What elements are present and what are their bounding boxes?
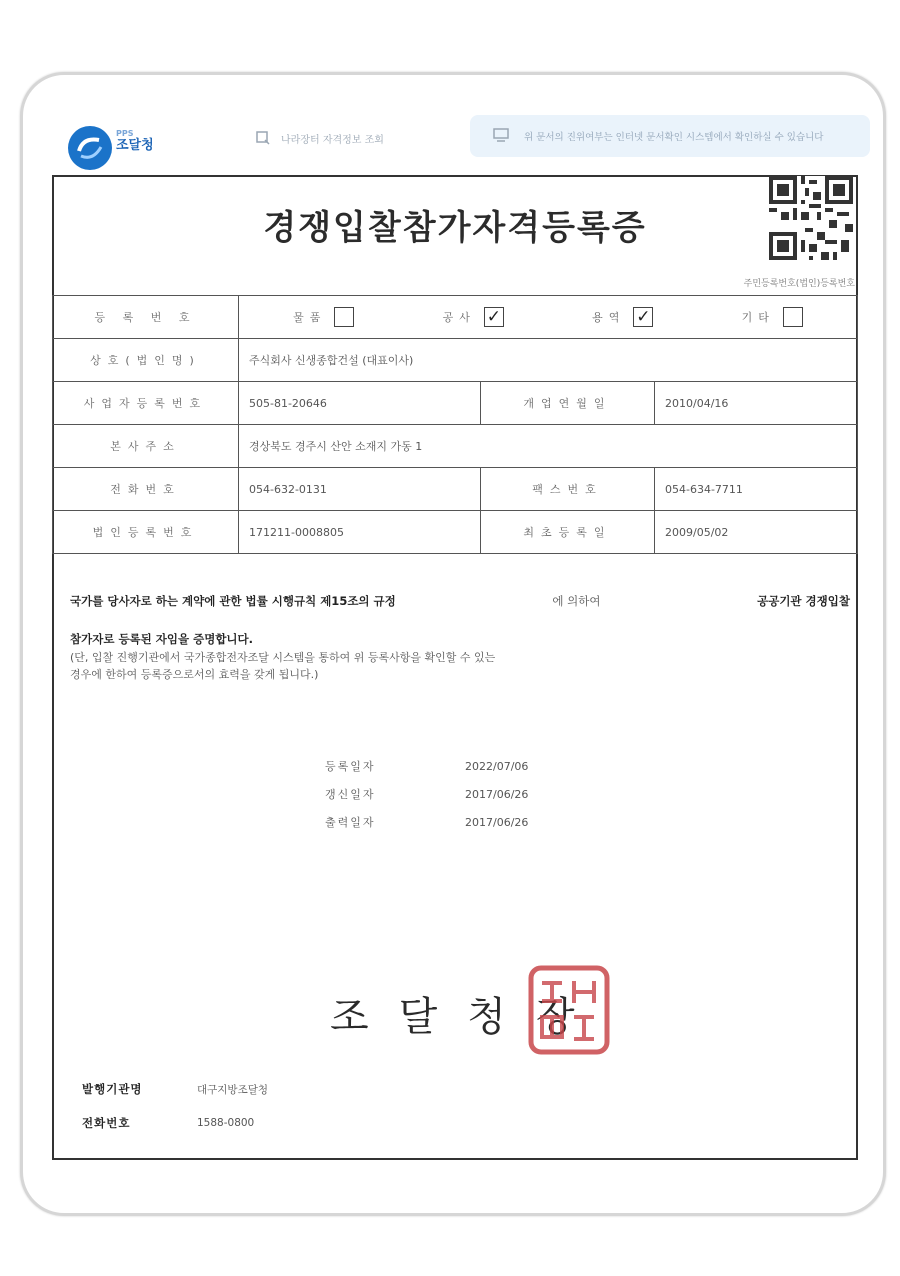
office-phone-label: 전화번호 — [82, 1116, 131, 1130]
official-seal-icon — [528, 965, 610, 1055]
category-construction-label: 공사 — [442, 311, 476, 324]
verification-notice — [470, 115, 870, 157]
print-date-value: 2017/06/26 — [465, 815, 529, 829]
office-phone-value: 1588-0800 — [197, 1117, 255, 1129]
logo-text — [116, 130, 154, 153]
renewal-date-value: 2017/06/26 — [465, 787, 529, 801]
business-number-label: 사업자등록번호 — [53, 382, 239, 425]
address-value: 경상북도 경주시 산안 소재지 가동 1 — [239, 425, 858, 468]
statement-part-a: 국가를 당사자로 하는 계약에 관한 법률 시행규칙 제15조의 규정 — [70, 594, 396, 608]
logo-sub: PPS — [116, 129, 134, 138]
construction-checkbox-checked: ✓ — [484, 307, 504, 327]
statement-note-1: (단, 입찰 진행기관에서 국가종합전자조달 시스템을 통하여 위 등록사항을 확인할 수 있는 — [70, 650, 496, 664]
category-goods-label: 물품 — [293, 311, 327, 324]
company-name-label: 상호(법인명) — [53, 339, 239, 382]
document-title: 경쟁입찰참가자격등록증 — [263, 208, 647, 248]
category-other — [742, 307, 803, 327]
business-number-value: 505-81-20646 — [239, 382, 481, 425]
category-row — [53, 296, 858, 339]
search-text: 나라장터 자격정보 조회 — [281, 134, 384, 146]
first-registration-label: 최초등록일 — [481, 511, 655, 554]
statement-note-2: 경우에 한하여 등록증으로서의 효력을 갖게 됩니다.) — [70, 667, 319, 681]
category-cell — [239, 296, 858, 339]
renewal-date-label: 갱신일자 — [325, 788, 376, 801]
registration-date-label: 등록일자 — [325, 760, 376, 773]
computer-icon — [492, 127, 510, 146]
table-row — [53, 425, 858, 468]
date-list — [325, 752, 528, 836]
registration-info-table — [52, 295, 858, 554]
table-row — [53, 511, 858, 554]
table-row — [53, 468, 858, 511]
statement-part-b: 에 의하여 — [552, 594, 601, 608]
issuing-office-value: 대구지방조달청 — [197, 1083, 269, 1096]
table-row — [53, 382, 858, 425]
phone-value: 054-632-0131 — [239, 468, 481, 511]
category-service — [592, 307, 653, 327]
statement-part-c: 공공기관 경쟁입찰 — [757, 594, 850, 608]
opening-date-value: 2010/04/16 — [655, 382, 858, 425]
print-date-label: 출력일자 — [325, 816, 376, 829]
fax-label: 팩스번호 — [481, 468, 655, 511]
category-goods — [293, 307, 354, 327]
statement-line-2: 참가자로 등록된 자임을 증명합니다. — [70, 632, 254, 647]
issuer-name: 조달청장 — [330, 994, 605, 1040]
category-other-label: 기타 — [741, 311, 775, 324]
logo-icon — [68, 126, 112, 170]
opening-date-label: 개업연월일 — [481, 382, 655, 425]
list-item — [325, 780, 528, 808]
category-service-label: 용역 — [592, 311, 626, 324]
category-construction — [443, 307, 504, 327]
list-item — [325, 752, 528, 780]
list-item — [82, 1072, 268, 1106]
list-item — [325, 808, 528, 836]
issuing-office-label: 발행기관명 — [82, 1082, 143, 1096]
service-checkbox-checked: ✓ — [633, 307, 653, 327]
search-icon — [255, 129, 271, 148]
company-name-value: 주식회사 신생종합건설 (대표이사) — [239, 339, 858, 382]
list-item — [82, 1106, 268, 1140]
registration-date-value: 2022/07/06 — [465, 759, 529, 773]
notice-text: 위 문서의 진위여부는 인터넷 문서확인 시스템에서 확인하실 수 있습니다 — [524, 132, 824, 143]
document-number-caption: 주민등록번호(법인)등록번호 — [743, 279, 855, 289]
category-label: 등 록 번 호 — [53, 296, 239, 339]
address-label: 본사주소 — [53, 425, 239, 468]
table-row — [53, 339, 858, 382]
other-checkbox — [783, 307, 803, 327]
fax-value: 054-634-7711 — [655, 468, 858, 511]
search-bar[interactable] — [255, 123, 455, 153]
phone-label: 전화번호 — [53, 468, 239, 511]
corp-number-value: 171211-0008805 — [239, 511, 481, 554]
issuing-office-info — [82, 1072, 268, 1140]
goods-checkbox — [334, 307, 354, 327]
first-registration-value: 2009/05/02 — [655, 511, 858, 554]
certification-statement — [70, 592, 850, 683]
corp-number-label: 법인등록번호 — [53, 511, 239, 554]
logo-label: 조달청 — [116, 137, 154, 153]
